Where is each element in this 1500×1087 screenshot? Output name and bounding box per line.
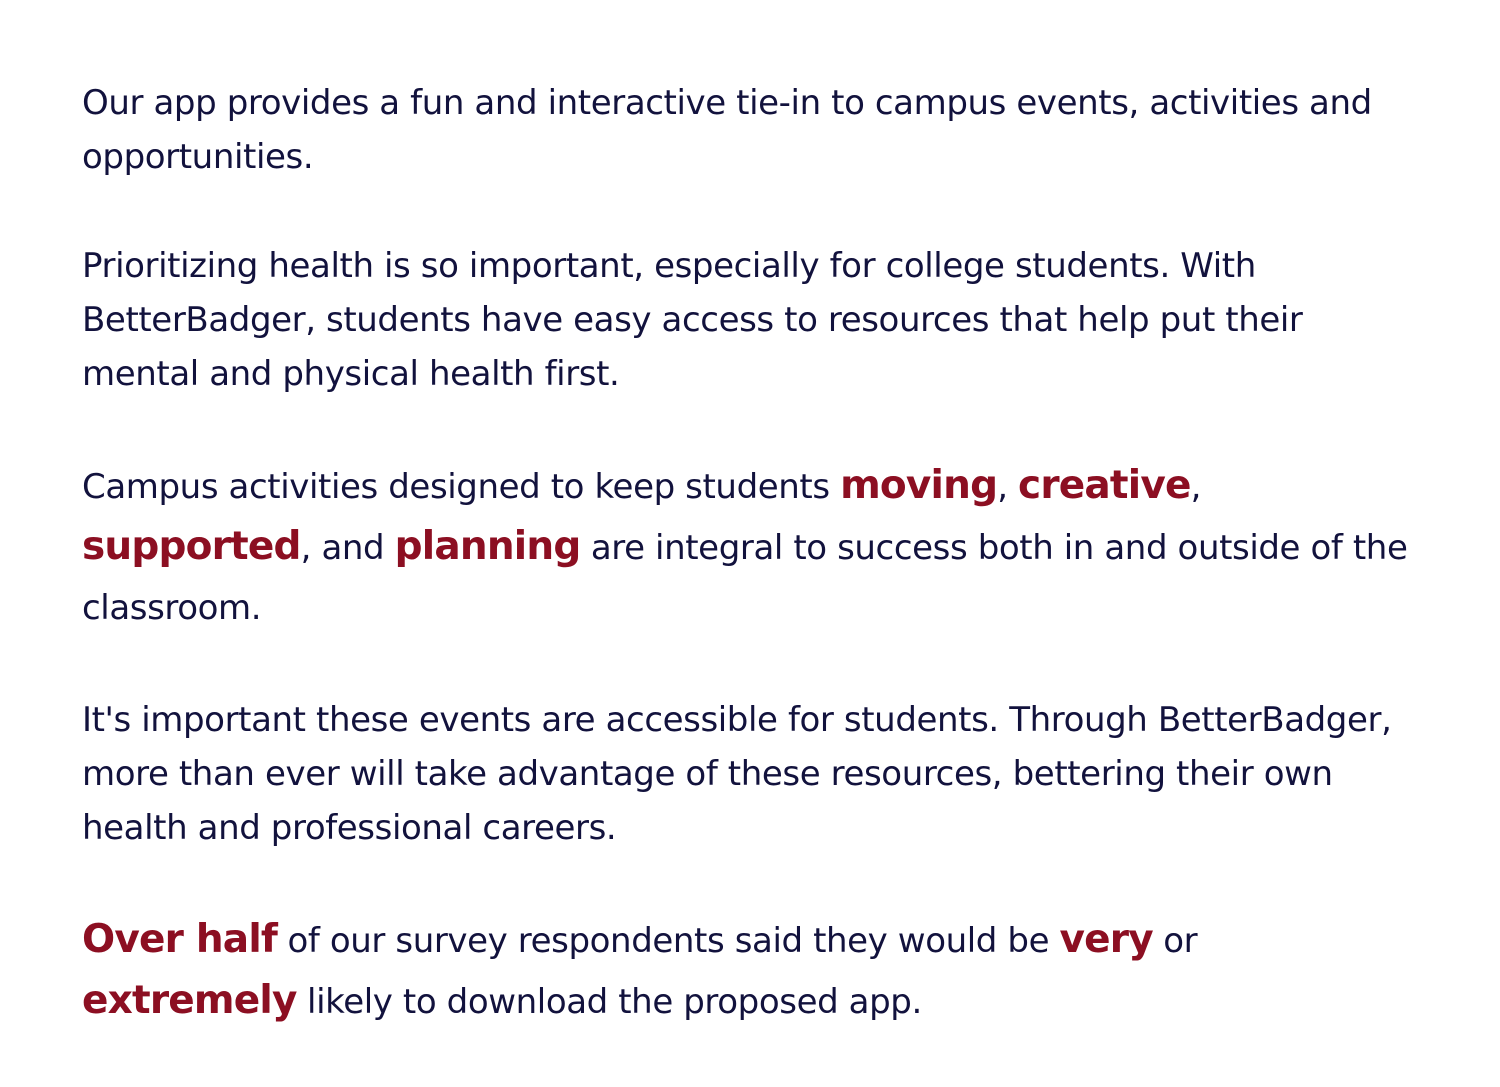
- paragraph-app-intro-text: Our app provides a fun and interactive tie-in to campus events, activities and opportunities.: [82, 83, 1372, 177]
- campus-activities-intro: Campus activities designed to keep students: [82, 467, 841, 507]
- highlight-over-half: Over half: [82, 917, 278, 962]
- paragraph-campus-activities: [82, 456, 1422, 638]
- campus-activities-outro: are integral to success both in and outside of the classroom.: [82, 528, 1408, 628]
- highlight-extremely: extremely: [82, 978, 297, 1023]
- highlight-creative: creative: [1018, 463, 1191, 508]
- survey-outro-text: likely to download the proposed app.: [296, 982, 922, 1022]
- separator-3: , and: [300, 528, 395, 568]
- paragraph-survey-result: [82, 910, 1422, 1032]
- paragraph-health-priority-text: Prioritizing health is so important, especially for college students. With BetterBadger, students have easy access to resources that help put their mental and physical health first.: [82, 246, 1303, 394]
- highlight-moving: moving: [840, 463, 998, 508]
- paragraph-accessibility-text: It's important these events are accessible for students. Through BetterBadger, more than ever will take advantage of these resources, bettering their own health and professional careers.: [82, 700, 1392, 848]
- separator-1: ,: [997, 467, 1019, 507]
- paragraph-accessibility: [82, 693, 1422, 855]
- survey-middle-text: of our survey respondents said they would be: [277, 921, 1060, 961]
- survey-or-text: or: [1152, 921, 1198, 961]
- highlight-planning: planning: [394, 524, 581, 569]
- highlight-very: very: [1059, 917, 1153, 962]
- document-body: [82, 76, 1422, 1087]
- separator-2: ,: [1190, 467, 1202, 507]
- paragraph-health-priority: [82, 239, 1422, 401]
- highlight-supported: supported: [82, 524, 301, 569]
- paragraph-app-intro: [82, 76, 1422, 184]
